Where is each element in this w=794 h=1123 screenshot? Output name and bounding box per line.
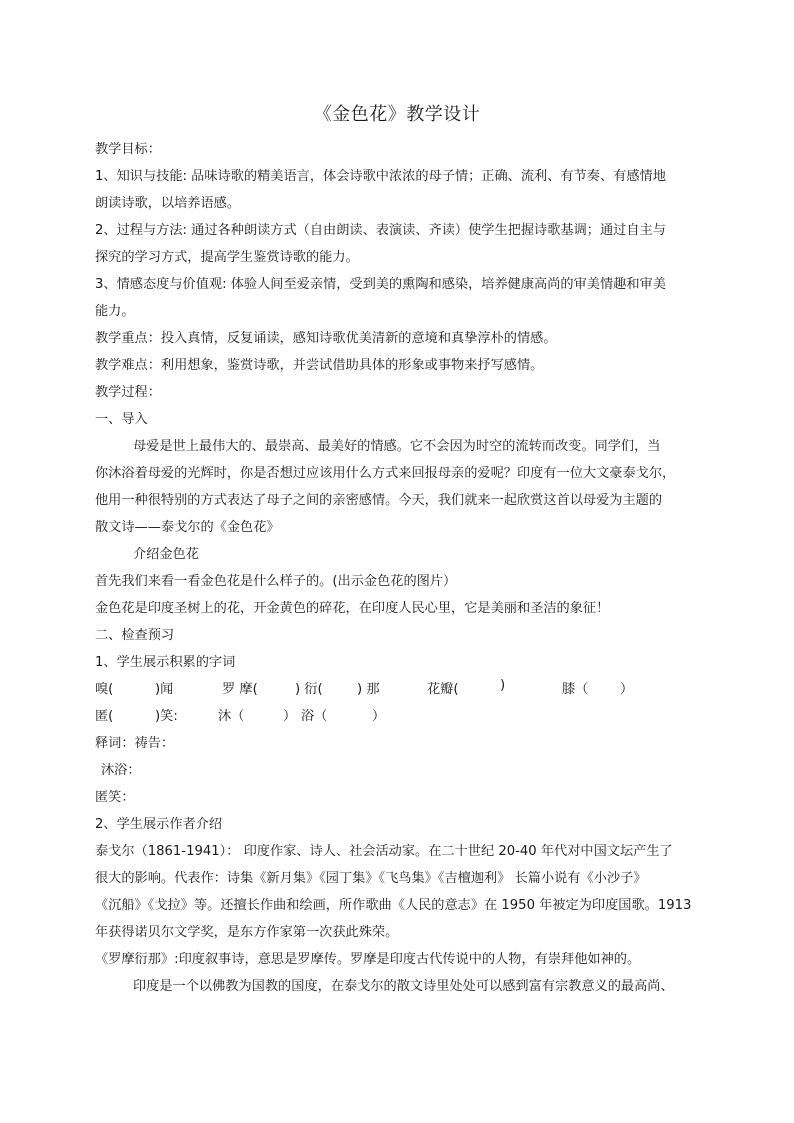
intro-paragraph-line2: 你沐浴着母爱的光辉时，你是否想过应该用什么方式来回报母亲的爱呢？印度有一位大文豪泰戈尔， bbox=[95, 466, 676, 481]
objectives-heading: 教学目标： bbox=[95, 142, 161, 157]
process-heading: 教学过程： bbox=[95, 385, 161, 400]
author-bio-line3: 《沉船》《戈拉》等。还擅长作曲和绘画，所作歌曲《人民的意志》在 1950 年被定为印度国歌。1913 bbox=[95, 898, 692, 913]
vocab-item: ） bbox=[372, 709, 386, 724]
difficult-point: 教学难点：利用想象，鉴赏诗歌，并尝试借助具体的形象或事物来抒写感情。 bbox=[95, 358, 544, 373]
vocab-item: 罗 摩( bbox=[222, 682, 258, 697]
objective-1-line1: 1、知识与技能: 品味诗歌的精美语言，体会诗歌中浓浓的母子情；正确、流利、有节奏、有感情地 bbox=[95, 169, 666, 184]
intro-paragraph-line4: 散文诗——泰戈尔的《金色花》 bbox=[95, 520, 280, 535]
vocab-item: ) 衍( bbox=[295, 682, 323, 697]
page-title: 《金色花》教学设计 bbox=[313, 104, 481, 125]
vocab-item: 膝（ bbox=[562, 682, 589, 697]
objective-3-line2: 能力。 bbox=[95, 304, 135, 319]
vocab-item: )笑: bbox=[155, 709, 178, 724]
flower-intro-line1: 首先我们来看一看金色花是什么样子的。(出示金色花的图片） bbox=[95, 574, 457, 589]
vocab-item: ） bbox=[283, 709, 297, 724]
definition-muyu: 沐浴： bbox=[101, 763, 141, 778]
vocab-item: 浴（ bbox=[301, 709, 328, 724]
flower-intro-heading: 介绍金色花 bbox=[133, 547, 199, 562]
objective-2-line1: 2、过程与方法: 通过各种朗读方式（自由朗读、表演读、齐读）使学生把握诗歌基调；通过自主与 bbox=[95, 223, 666, 238]
vocab-item: ) bbox=[500, 678, 506, 693]
vocab-item: 沐（ bbox=[218, 709, 245, 724]
vocab-item: ) 那 bbox=[357, 682, 380, 697]
vocab-item: 花瓣( bbox=[427, 682, 459, 697]
intro-paragraph-line3: 他用一种很特别的方式表达了母子之间的亲密感情。今天，我们就来一起欣赏这首以母爱为主题的 bbox=[95, 493, 663, 508]
definition-nixiao: 匿笑： bbox=[95, 790, 135, 805]
vocab-item: )闻 bbox=[155, 682, 174, 697]
vocab-heading: 1、学生展示积累的字词 bbox=[95, 655, 236, 670]
definition-heading: 释词：祷告： bbox=[95, 736, 175, 751]
flower-intro-line2: 金色花是印度圣树上的花，开金黄色的碎花，在印度人民心里，它是美丽和圣洁的象征！ bbox=[95, 601, 610, 616]
vocab-item: 匿( bbox=[95, 709, 114, 724]
religion-paragraph-line1: 印度是一个以佛教为国教的国度，在泰戈尔的散文诗里处处可以感到富有宗教意义的最高尚、 bbox=[133, 979, 674, 994]
objective-3-line1: 3、情感态度与价值观: 体验人间至爱亲情，受到美的熏陶和感染，培养健康高尚的审美情趣和审美 bbox=[95, 277, 666, 292]
objective-1-line2: 朗读诗歌，以培养语感。 bbox=[95, 196, 241, 211]
section-preview-heading: 二、检查预习 bbox=[95, 628, 175, 643]
author-bio-line4: 年获得诺贝尔文学奖，是东方作家第一次获此殊荣。 bbox=[95, 925, 399, 940]
author-bio-line1: 泰戈尔（1861-1941）： 印度作家、诗人、社会活动家。在二十世纪 20-40 年代对中国文坛产生了 bbox=[95, 844, 673, 859]
key-point: 教学重点：投入真情，反复诵读，感知诗歌优美清新的意境和真挚淳朴的情感。 bbox=[95, 331, 557, 346]
vocab-item: 嗅( bbox=[95, 682, 114, 697]
vocab-item: ） bbox=[620, 682, 634, 697]
ramayana-note: 《罗摩衍那》:印度叙事诗，意思是罗摩传。罗摩是印度古代传说中的人物，有崇拜他如神的。 bbox=[95, 952, 641, 967]
author-heading: 2、学生展示作者介绍 bbox=[95, 817, 223, 832]
objective-2-line2: 探究的学习方式，提高学生鉴赏诗歌的能力。 bbox=[95, 250, 359, 265]
intro-paragraph-line1: 母爱是世上最伟大的、最崇高、最美好的情感。它不会因为时空的流转而改变。同学们，当 bbox=[133, 439, 661, 454]
author-bio-line2: 很大的影响。代表作：诗集《新月集》《园丁集》《飞鸟集》《吉檀迦利》 长篇小说有《小沙子》 bbox=[95, 871, 647, 886]
section-intro-heading: 一、导入 bbox=[95, 412, 148, 427]
